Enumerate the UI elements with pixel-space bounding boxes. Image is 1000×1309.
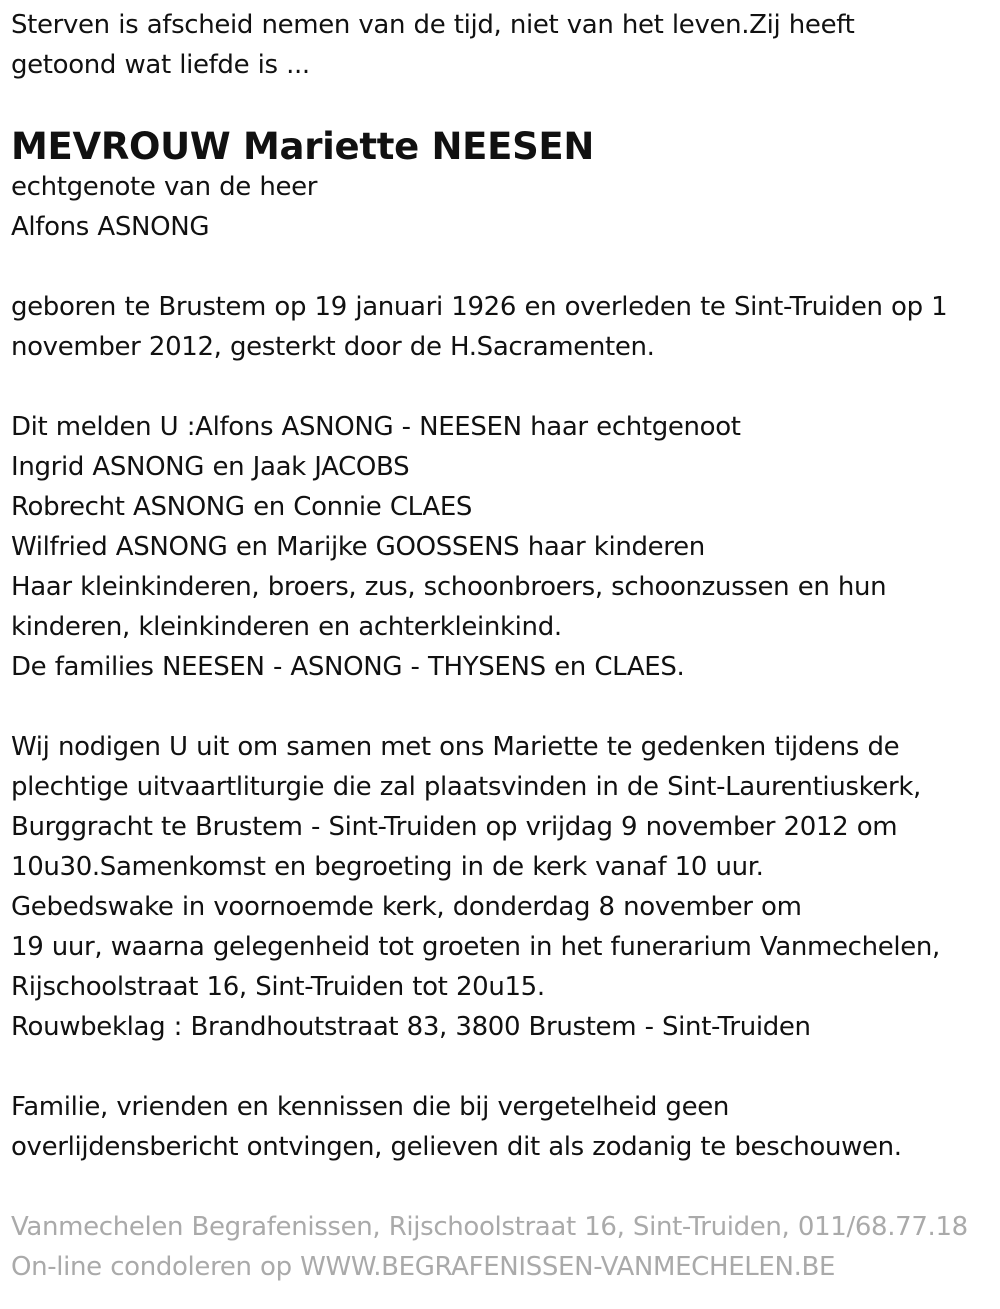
ceremony-details — [11, 727, 996, 1047]
family-line: Robrecht ASNONG en Connie CLAES — [11, 492, 473, 522]
spacer — [11, 247, 996, 287]
family-line: De families NEESEN - ASNONG - THYSENS en CLAES. — [11, 652, 685, 682]
birth-death-info — [11, 287, 996, 367]
closing-line: overlijdensbericht ontvingen, gelieven dit als zodanig te beschouwen. — [11, 1132, 902, 1162]
family-line: Dit melden U :Alfons ASNONG - NEESEN haar echtgenoot — [11, 412, 741, 442]
funeral-home-footer — [11, 1207, 996, 1287]
closing-line: Familie, vrienden en kennissen die bij vergetelheid geen — [11, 1092, 729, 1122]
ceremony-line: Burggracht te Brustem - Sint-Truiden op vrijdag 9 november 2012 om — [11, 812, 898, 842]
ceremony-line: Rijschoolstraat 16, Sint-Truiden tot 20u15. — [11, 972, 545, 1002]
spacer — [11, 1047, 996, 1087]
spouse-line: Alfons ASNONG — [11, 212, 210, 242]
intro-line: getoond wat liefde is ... — [11, 50, 310, 80]
family-line: kinderen, kleinkinderen en achterkleinkind. — [11, 612, 562, 642]
ceremony-line: Gebedswake in voornoemde kerk, donderdag 8 november om — [11, 892, 802, 922]
ceremony-line: Rouwbeklag : Brandhoutstraat 83, 3800 Brustem - Sint-Truiden — [11, 1012, 811, 1042]
spouse-info — [11, 167, 996, 247]
closing-note — [11, 1087, 996, 1167]
deceased-name: MEVROUW Mariette NEESEN — [11, 125, 595, 168]
spacer — [11, 1167, 996, 1207]
family-announcement — [11, 407, 996, 687]
family-line: Haar kleinkinderen, broers, zus, schoonbroers, schoonzussen en hun — [11, 572, 887, 602]
intro-quote — [11, 5, 996, 85]
intro-line: Sterven is afscheid nemen van de tijd, niet van het leven.Zij heeft — [11, 10, 855, 40]
ceremony-line: 19 uur, waarna gelegenheid tot groeten in het funerarium Vanmechelen, — [11, 932, 940, 962]
spacer — [11, 367, 996, 407]
family-line: Wilfried ASNONG en Marijke GOOSSENS haar kinderen — [11, 532, 705, 562]
footer-contact: Vanmechelen Begrafenissen, Rijschoolstraat 16, Sint-Truiden, 011/68.77.18 — [11, 1212, 968, 1242]
ceremony-line: Wij nodigen U uit om samen met ons Mariette te gedenken tijdens de — [11, 732, 900, 762]
ceremony-line: 10u30.Samenkomst en begroeting in de kerk vanaf 10 uur. — [11, 852, 764, 882]
footer-website: On-line condoleren op WWW.BEGRAFENISSEN-VANMECHELEN.BE — [11, 1252, 836, 1282]
birth-death-line: november 2012, gesterkt door de H.Sacramenten. — [11, 332, 655, 362]
spacer — [11, 687, 996, 727]
family-line: Ingrid ASNONG en Jaak JACOBS — [11, 452, 410, 482]
birth-death-line: geboren te Brustem op 19 januari 1926 en overleden te Sint-Truiden op 1 — [11, 292, 948, 322]
obituary-notice — [11, 5, 996, 1287]
ceremony-line: plechtige uitvaartliturgie die zal plaatsvinden in de Sint-Laurentiuskerk, — [11, 772, 921, 802]
spouse-line: echtgenote van de heer — [11, 172, 318, 202]
